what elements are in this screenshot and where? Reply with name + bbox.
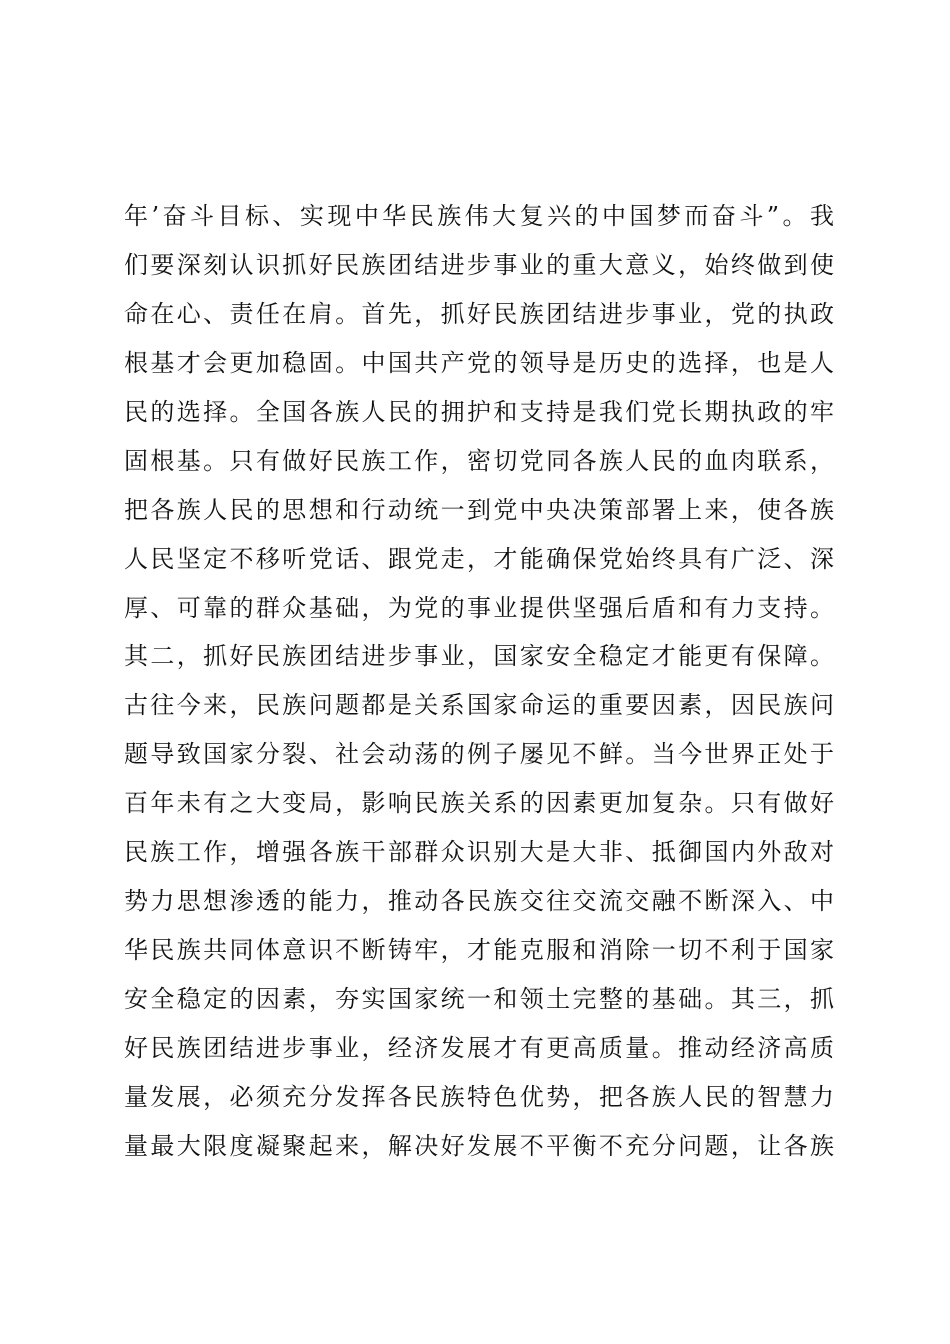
text-line: 古往今来，民族问题都是关系国家命运的重要因素，因民族问	[124, 691, 834, 720]
text-line: 年’奋斗目标、实现中华民族伟大复兴的中国梦而奋斗”。我	[124, 202, 834, 230]
text-line: 势力思想渗透的能力，推动各民族交往交流交融不断深入、中	[124, 887, 834, 916]
text-line: 量发展，必须充分发挥各民族特色优势，把各族人民的智慧力	[124, 1082, 834, 1111]
text-line: 百年未有之大变局，影响民族关系的因素更加复杂。只有做好	[124, 789, 834, 818]
text-line: 把各族人民的思想和行动统一到党中央决策部署上来，使各族	[124, 495, 834, 524]
text-line: 民族工作，增强各族干部群众识别大是大非、抵御国内外敌对	[124, 838, 834, 867]
text-line: 命在心、责任在肩。首先，抓好民族团结进步事业，党的执政	[124, 299, 834, 328]
text-line: 好民族团结进步事业，经济发展才有更高质量。推动经济高质	[124, 1033, 834, 1062]
text-line: 安全稳定的因素，夯实国家统一和领土完整的基础。其三，抓	[124, 985, 834, 1013]
text-line: 根基才会更加稳固。中国共产党的领导是历史的选择，也是人	[124, 348, 834, 377]
text-line: 民的选择。全国各族人民的拥护和支持是我们党长期执政的牢	[124, 397, 834, 426]
text-line: 人民坚定不移听党话、跟党走，才能确保党始终具有广泛、深	[124, 544, 834, 573]
text-line: 其二，抓好民族团结进步事业，国家安全稳定才能更有保障。	[124, 642, 834, 671]
text-line: 固根基。只有做好民族工作，密切党同各族人民的血肉联系，	[124, 446, 834, 475]
text-line: 华民族共同体意识不断铸牢，才能克服和消除一切不利于国家	[124, 936, 834, 965]
text-line: 厚、可靠的群众基础，为党的事业提供坚强后盾和有力支持。	[124, 593, 834, 622]
body-text	[124, 196, 834, 1175]
text-line: 量最大限度凝聚起来，解决好发展不平衡不充分问题，让各族	[124, 1131, 834, 1160]
text-line: 题导致国家分裂、社会动荡的例子屡见不鲜。当今世界正处于	[124, 740, 834, 769]
text-line: 们要深刻认识抓好民族团结进步事业的重大意义，始终做到使	[124, 250, 834, 279]
